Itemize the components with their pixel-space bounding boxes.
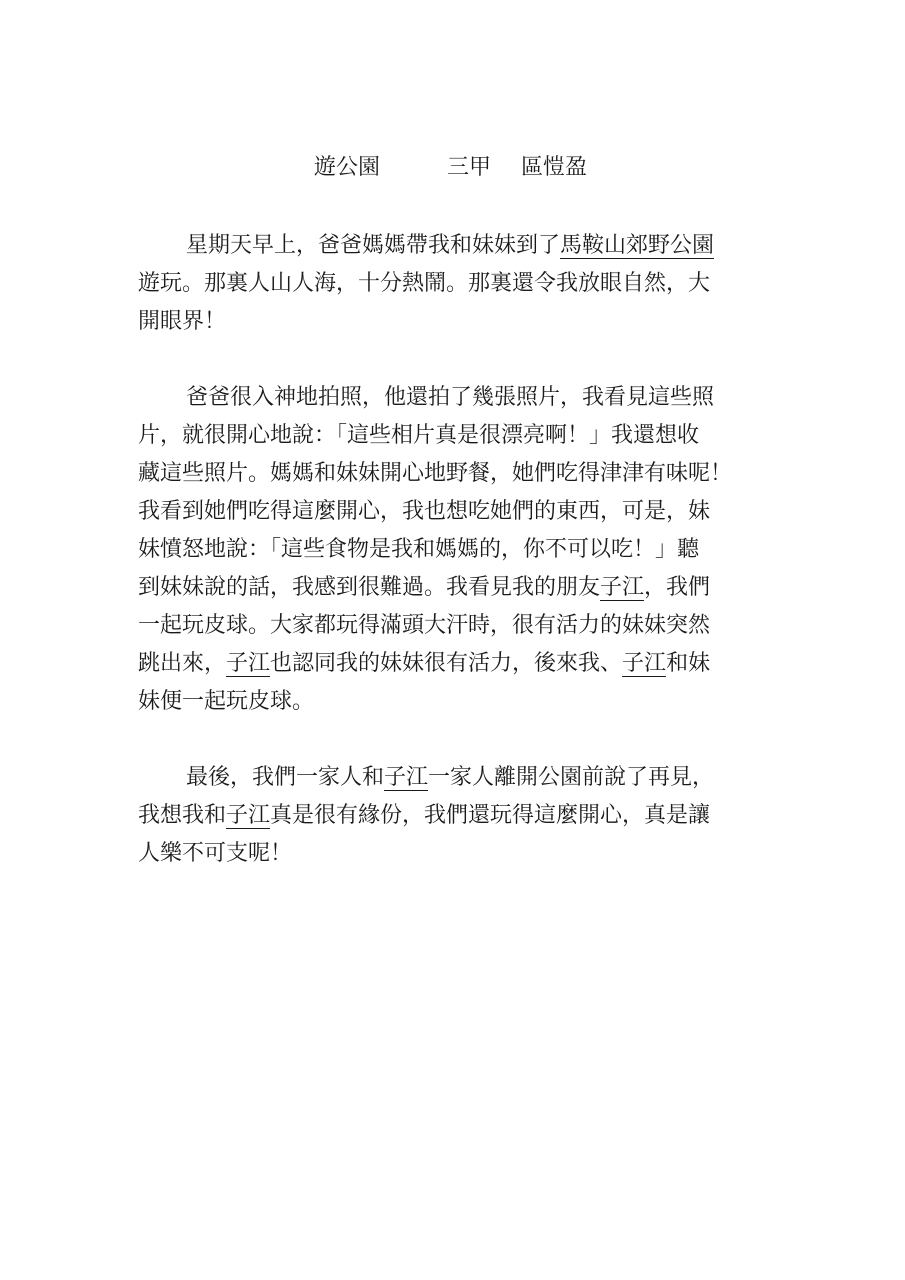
- essay-line: [138, 610, 710, 642]
- essay-line: [138, 648, 710, 680]
- essay-line: [138, 534, 699, 566]
- text-run: 片，就很開心地說：「這些相片真是很漂亮啊！」我還想收: [138, 423, 700, 448]
- essay-line: [138, 420, 699, 452]
- essay-line: [186, 230, 714, 262]
- essay-line: [138, 572, 710, 604]
- essay-header: [0, 152, 905, 184]
- text-run: 遊玩。那裏人山人海，十分熱鬧。那裏還令我放眼自然，大: [138, 271, 711, 296]
- essay-line: [138, 686, 314, 718]
- proper-noun-underlined: 子江: [600, 575, 645, 600]
- text-run: 到妹妹說的話，我感到很難過。我看見我的朋友: [138, 575, 601, 600]
- essay-line: [186, 762, 714, 794]
- essay-line: [186, 382, 714, 414]
- text-run: 妹便一起玩皮球。: [138, 689, 315, 714]
- proper-noun-underlined: 子江: [226, 651, 271, 676]
- essay-line: [138, 458, 732, 490]
- essay-line: [138, 268, 710, 300]
- text-run: 妹憤怒地說：「這些食物是我和媽媽的，你不可以吃！」聽: [138, 537, 700, 562]
- text-run: 人樂不可支呢！: [138, 841, 293, 866]
- essay-line: [138, 838, 292, 870]
- text-run: 和妹: [666, 651, 711, 676]
- essay-line: [138, 306, 226, 338]
- text-run: 跳出來，: [138, 651, 227, 676]
- text-run: 一家人離開公園前說了再見，: [428, 765, 715, 790]
- essay-title: 遊公園: [314, 155, 381, 180]
- text-run: 也認同我的妹妹很有活力，後來我、: [270, 651, 623, 676]
- text-run: 藏這些照片。媽媽和妹妹開心地野餐，她們吃得津津有味呢！: [138, 461, 733, 486]
- text-run: 我想我和: [138, 803, 227, 828]
- text-run: 一起玩皮球。大家都玩得滿頭大汗時，很有活力的妹妹突然: [138, 613, 711, 638]
- text-run: 真是很有緣份，我們還玩得這麼開心，真是讓: [270, 803, 711, 828]
- text-run: 我看到她們吃得這麼開心，我也想吃她們的東西，可是，妹: [138, 499, 711, 524]
- text-run: 最後，我們一家人和: [186, 765, 385, 790]
- text-run: 開眼界！: [138, 309, 227, 334]
- student-class: 三甲: [447, 155, 492, 180]
- proper-noun-underlined: 子江: [622, 651, 667, 676]
- proper-noun-underlined: 馬鞍山郊野公園: [560, 233, 715, 258]
- essay-line: [138, 496, 710, 528]
- proper-noun-underlined: 子江: [226, 803, 271, 828]
- proper-noun-underlined: 子江: [384, 765, 429, 790]
- essay-line: [138, 800, 710, 832]
- text-run: 爸爸很入神地拍照，他還拍了幾張照片，我看見這些照: [186, 385, 715, 410]
- text-run: ，我們: [644, 575, 711, 600]
- text-run: 星期天早上，爸爸媽媽帶我和妹妹到了: [186, 233, 561, 258]
- student-name: 區愷盈: [521, 155, 588, 180]
